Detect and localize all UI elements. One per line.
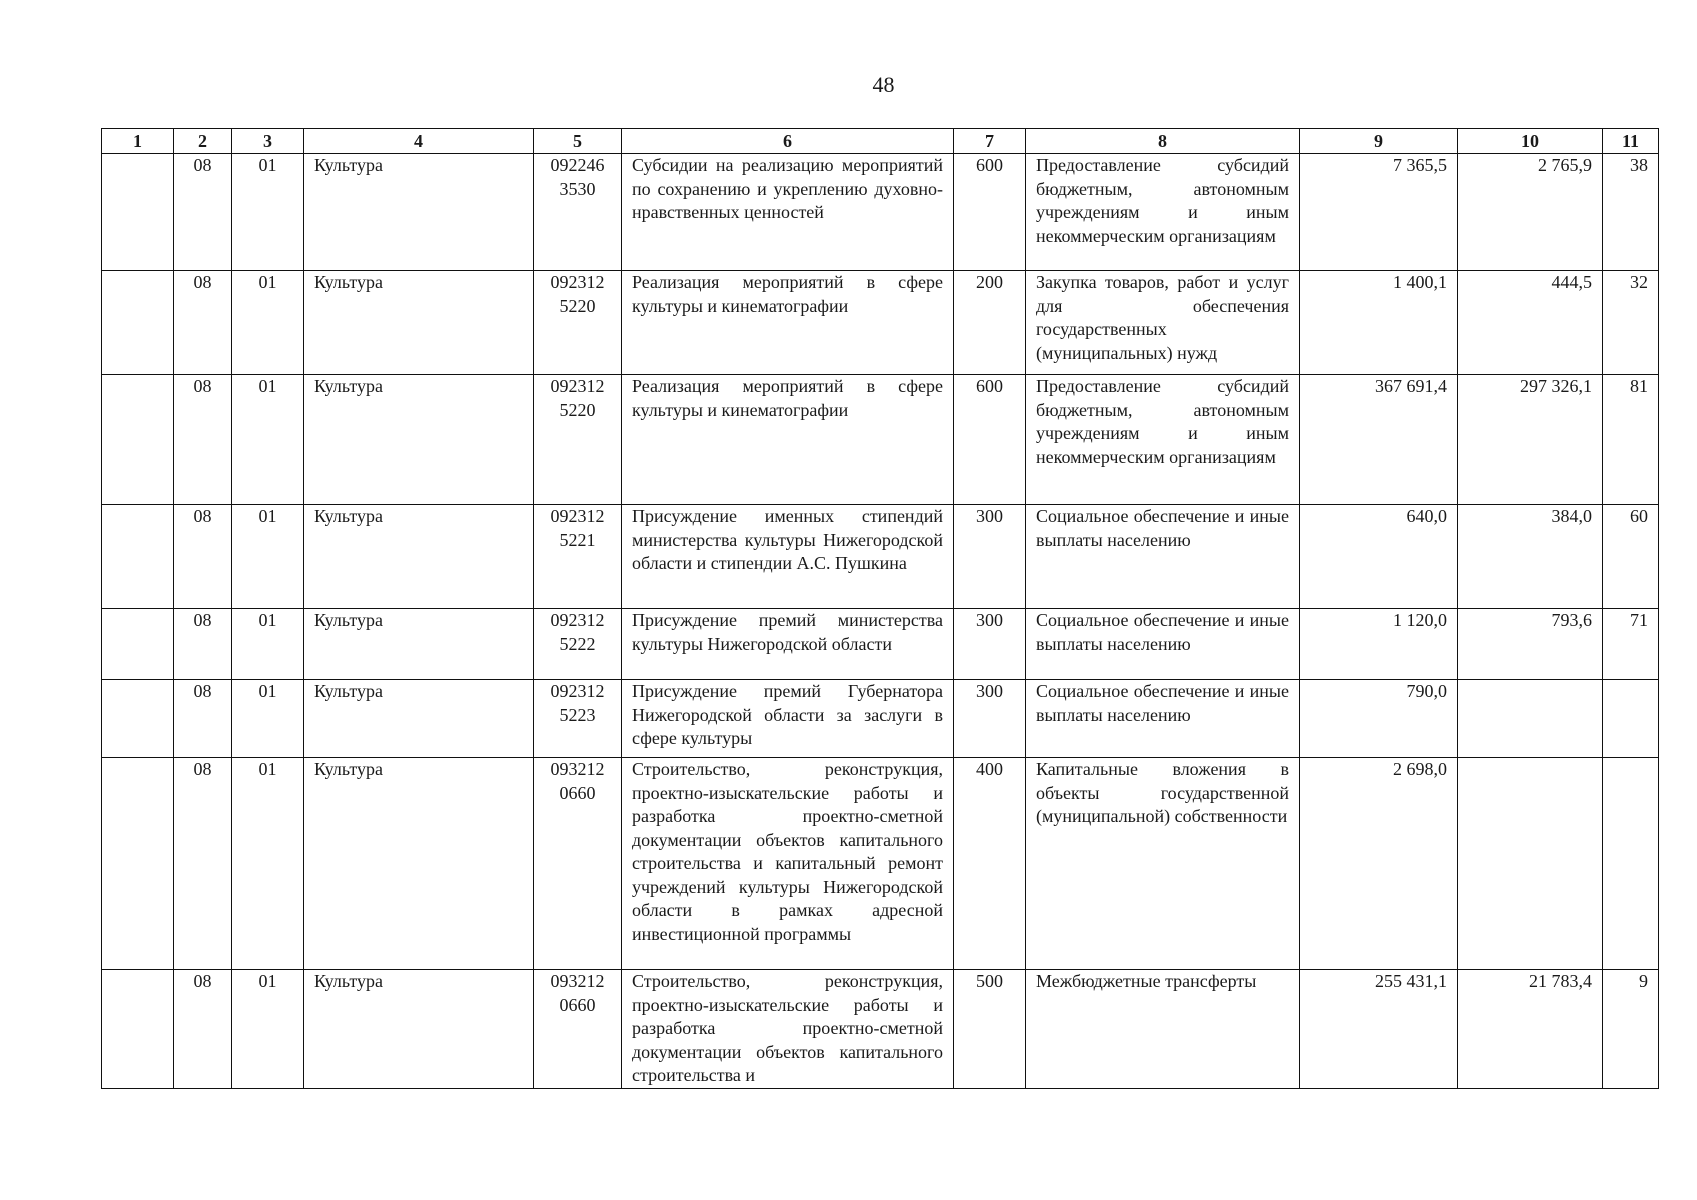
cell-subsection: 01 (232, 271, 304, 375)
cell-expense-type: 300 (954, 505, 1026, 609)
cell-amount-plan: 7 365,5 (1300, 154, 1458, 271)
cell-expense-name: Социальное обеспечение и иные выплаты населению (1026, 505, 1300, 609)
cell-amount-actual: 384,0 (1458, 505, 1603, 609)
cell-section: 08 (174, 505, 232, 609)
cell-expense-type: 500 (954, 970, 1026, 1089)
table-row (102, 375, 1659, 505)
cell-subsection: 01 (232, 970, 304, 1089)
cell-subsection: 01 (232, 375, 304, 505)
cell-amount-actual: 444,5 (1458, 271, 1603, 375)
cell-amount-plan: 367 691,4 (1300, 375, 1458, 505)
cell-percent: 32 (1603, 271, 1659, 375)
cell-target-code: 092312 5223 (534, 680, 622, 758)
cell-description: Реализация мероприятий в сфере культуры и кинематографии (622, 271, 954, 375)
page-number: 48 (872, 72, 895, 97)
cell-expense-name: Капитальные вложения в объекты государственной (муниципальной) собственности (1026, 758, 1300, 970)
table-row (102, 609, 1659, 680)
cell-expense-type: 600 (954, 375, 1026, 505)
cell-section-name: Культура (304, 505, 534, 609)
col-header: 9 (1300, 129, 1458, 154)
cell-section: 08 (174, 758, 232, 970)
table-row (102, 758, 1659, 970)
cell-col1 (102, 970, 174, 1089)
cell-description: Строительство, реконструкция, проектно-изыскательские работы и разработка проектно-сметной документации объектов капитального строительства и капитальный ремонт учреждений культуры Нижегородской области в рамках адресной инвестиционной программы (622, 758, 954, 970)
cell-amount-actual: 21 783,4 (1458, 970, 1603, 1089)
cell-col1 (102, 680, 174, 758)
cell-expense-type: 200 (954, 271, 1026, 375)
cell-amount-plan: 640,0 (1300, 505, 1458, 609)
cell-section-name: Культура (304, 375, 534, 505)
cell-expense-name: Предоставление субсидий бюджетным, автономным учреждениям и иным некоммерческим организациям (1026, 154, 1300, 271)
table-row (102, 680, 1659, 758)
cell-description: Присуждение именных стипендий министерства культуры Нижегородской области и стипендии А.С. Пушкина (622, 505, 954, 609)
cell-target-code: 092312 5220 (534, 375, 622, 505)
col-header: 1 (102, 129, 174, 154)
cell-section-name: Культура (304, 970, 534, 1089)
cell-subsection: 01 (232, 680, 304, 758)
cell-col1 (102, 758, 174, 970)
cell-expense-type: 400 (954, 758, 1026, 970)
cell-percent (1603, 680, 1659, 758)
cell-col1 (102, 609, 174, 680)
col-header: 11 (1603, 129, 1659, 154)
cell-expense-type: 600 (954, 154, 1026, 271)
cell-percent: 71 (1603, 609, 1659, 680)
col-header: 6 (622, 129, 954, 154)
table-row (102, 154, 1659, 271)
cell-amount-plan: 2 698,0 (1300, 758, 1458, 970)
cell-section: 08 (174, 680, 232, 758)
cell-expense-type: 300 (954, 609, 1026, 680)
col-header: 5 (534, 129, 622, 154)
col-header: 7 (954, 129, 1026, 154)
col-header: 10 (1458, 129, 1603, 154)
col-header: 2 (174, 129, 232, 154)
cell-subsection: 01 (232, 609, 304, 680)
table-row (102, 271, 1659, 375)
cell-section-name: Культура (304, 680, 534, 758)
cell-expense-type: 300 (954, 680, 1026, 758)
cell-section: 08 (174, 271, 232, 375)
col-header: 3 (232, 129, 304, 154)
cell-description: Присуждение премий Губернатора Нижегородской области за заслуги в сфере культуры (622, 680, 954, 758)
col-header: 8 (1026, 129, 1300, 154)
cell-target-code: 092246 3530 (534, 154, 622, 271)
cell-target-code: 093212 0660 (534, 758, 622, 970)
cell-amount-actual (1458, 758, 1603, 970)
cell-percent (1603, 758, 1659, 970)
cell-subsection: 01 (232, 758, 304, 970)
cell-description: Реализация мероприятий в сфере культуры и кинематографии (622, 375, 954, 505)
cell-percent: 38 (1603, 154, 1659, 271)
cell-col1 (102, 271, 174, 375)
cell-subsection: 01 (232, 505, 304, 609)
cell-percent: 9 (1603, 970, 1659, 1089)
cell-section: 08 (174, 154, 232, 271)
cell-section-name: Культура (304, 154, 534, 271)
cell-target-code: 092312 5222 (534, 609, 622, 680)
cell-expense-name: Социальное обеспечение и иные выплаты населению (1026, 609, 1300, 680)
cell-percent: 81 (1603, 375, 1659, 505)
table-row (102, 505, 1659, 609)
cell-amount-actual: 2 765,9 (1458, 154, 1603, 271)
budget-table (101, 128, 1659, 1089)
header-row (102, 129, 1659, 154)
cell-amount-actual: 793,6 (1458, 609, 1603, 680)
cell-amount-actual (1458, 680, 1603, 758)
cell-col1 (102, 375, 174, 505)
cell-amount-plan: 790,0 (1300, 680, 1458, 758)
cell-section-name: Культура (304, 758, 534, 970)
cell-expense-name: Предоставление субсидий бюджетным, автономным учреждениям и иным некоммерческим организациям (1026, 375, 1300, 505)
cell-col1 (102, 505, 174, 609)
col-header: 4 (304, 129, 534, 154)
cell-section: 08 (174, 970, 232, 1089)
cell-amount-plan: 1 120,0 (1300, 609, 1458, 680)
cell-amount-actual: 297 326,1 (1458, 375, 1603, 505)
cell-section: 08 (174, 375, 232, 505)
cell-section-name: Культура (304, 271, 534, 375)
cell-percent: 60 (1603, 505, 1659, 609)
cell-expense-name: Социальное обеспечение и иные выплаты населению (1026, 680, 1300, 758)
cell-description: Присуждение премий министерства культуры Нижегородской области (622, 609, 954, 680)
cell-description: Строительство, реконструкция, проектно-изыскательские работы и разработка проектно-сметной документации объектов капитального строительства и (622, 970, 954, 1089)
cell-section: 08 (174, 609, 232, 680)
cell-target-code: 092312 5220 (534, 271, 622, 375)
table-row (102, 970, 1659, 1089)
cell-amount-plan: 255 431,1 (1300, 970, 1458, 1089)
cell-col1 (102, 154, 174, 271)
cell-expense-name: Закупка товаров, работ и услуг для обеспечения государственных (муниципальных) нужд (1026, 271, 1300, 375)
cell-subsection: 01 (232, 154, 304, 271)
cell-expense-name: Межбюджетные трансферты (1026, 970, 1300, 1089)
cell-description: Субсидии на реализацию мероприятий по сохранению и укреплению духовно-нравственных ценностей (622, 154, 954, 271)
cell-target-code: 093212 0660 (534, 970, 622, 1089)
cell-section-name: Культура (304, 609, 534, 680)
cell-amount-plan: 1 400,1 (1300, 271, 1458, 375)
cell-target-code: 092312 5221 (534, 505, 622, 609)
